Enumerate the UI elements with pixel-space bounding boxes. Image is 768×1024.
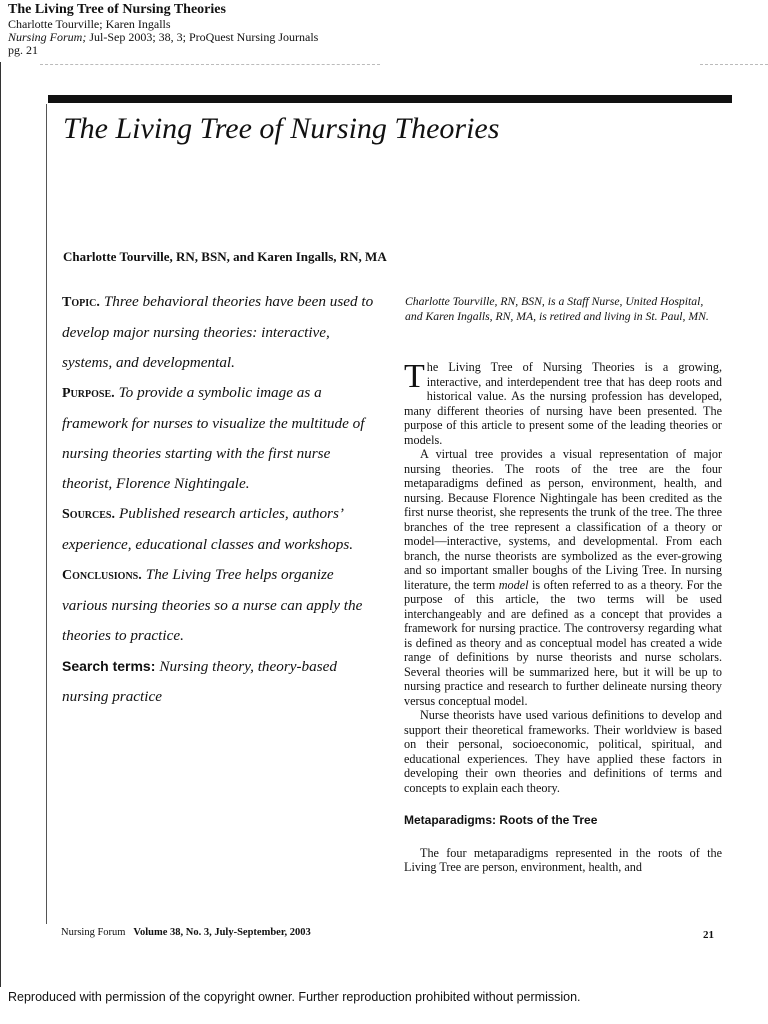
scan-left-border [0,62,1,987]
body-paragraph [404,447,722,708]
abstract-text: Published research articles, authors’ experience, educational classes and workshops. [62,505,354,553]
abstract-search-terms [62,651,382,712]
citation-page: pg. 21 [8,43,38,57]
body-paragraph [404,708,722,795]
abstract-conclusions [62,560,382,651]
reproduction-notice: Reproduced with permission of the copyright owner. Further reproduction prohibited without permission. [8,990,581,1004]
citation-header [8,2,318,57]
abstract-text: Three behavioral theories have been used to develop major nursing theories: interactive, systems, and developmental. [62,293,374,371]
body-text: Nurse theorists have used various definitions to develop and support their theoretical frameworks. Their worldview is based on their personal, socioeconomic, political, spiritual, and educational experiences. They have applied these factors in developing their own theories and definitions of terms and concepts to explain each theory. [404,708,722,795]
citation-journal: Nursing Forum; [8,30,87,44]
abstract-sources [62,499,382,560]
abstract-text: To provide a symbolic image as a framework for nurses to visualize the multitude of nursing theories starting with the first nurse theorist, Florence Nightingale. [62,384,365,492]
body-text: The four metaparadigms represented in the roots of the Living Tree are person, environment, health, and [404,845,722,874]
abstract-label: Topic. [62,295,100,310]
scan-edge-line-left [40,64,380,65]
abstract-label: Sources. [62,507,115,522]
body-paragraph [404,846,722,875]
body-paragraph [404,360,722,447]
article-title: The Living Tree of Nursing Theories [63,112,500,145]
drop-cap: T [404,358,425,395]
citation-source [8,31,318,44]
section-heading: Metaparadigms: Roots of the Tree [404,813,598,827]
scan-edge-line-right [700,64,768,65]
page-number: 21 [703,929,714,941]
citation-title: The Living Tree of Nursing Theories [8,2,226,17]
page-left-rule [46,104,47,924]
abstract-text: Nursing theory, theory-based nursing practice [62,658,337,705]
footer-journal: Nursing Forum [61,927,126,938]
abstract-text: The Living Tree helps organize various nursing theories so a nurse can apply the theories to practice. [62,566,363,644]
body-text: A virtual tree provides a visual representation of major nursing theories. The roots of the tree are the four metaparadigms defined as person, environment, health, and nursing. Because Florence Nightingale has been credited as the first nurse theorist, she represents the trunk of the tree. The three branches of the tree represent a classification of a theory or model—interactive, systems, and developmental. From each branch, the nurse theorists are symbolized as the ever-growing and so important smaller boughs of the Living Tree. In nursing literature, the term [404,447,722,592]
abstract-label: Search terms: [62,658,156,674]
title-rule-bar [48,95,732,103]
body-emphasis: model [498,577,529,592]
abstract-topic [62,287,382,378]
author-affiliation: Charlotte Tourville, RN, BSN, is a Staff Nurse, United Hospital, and Karen Ingalls, RN, MA, is retired and living in St. Paul, MN. [405,295,709,323]
body-text: he Living Tree of Nursing Theories is a growing, interactive, and interdependent tree that has deep roots and historical value. As the nursing profession has developed, many different theories of nursing have been presented. The purpose of this article to present some of the leading theories or models. [404,360,722,447]
page-footer [61,927,311,938]
article-byline: Charlotte Tourville, RN, BSN, and Karen Ingalls, RN, MA [63,249,387,264]
abstract-label: Conclusions. [62,568,142,583]
article-body [404,360,722,875]
abstract-purpose [62,378,382,499]
footer-volume: Volume 38, No. 3, July-September, 2003 [133,927,311,938]
body-text: is often referred to as a theory. For the purpose of this article, the two terms will be used interchangeably and are defined as a concept that provides a framework for nursing practice. The controversy regarding what is defined as theory and as conceptual model has created a wide range of definitions by nurse theorists and nurse scholars. Several theories will be summarized here, but it will be up to nursing practice and research to further delineate nursing theory versus conceptual model. [404,577,722,708]
citation-issue: Jul-Sep 2003; 38, 3; ProQuest Nursing Journals [86,30,319,44]
abstract-label: Purpose. [62,386,115,401]
citation-authors: Charlotte Tourville; Karen Ingalls [8,17,171,31]
abstract [62,287,382,712]
